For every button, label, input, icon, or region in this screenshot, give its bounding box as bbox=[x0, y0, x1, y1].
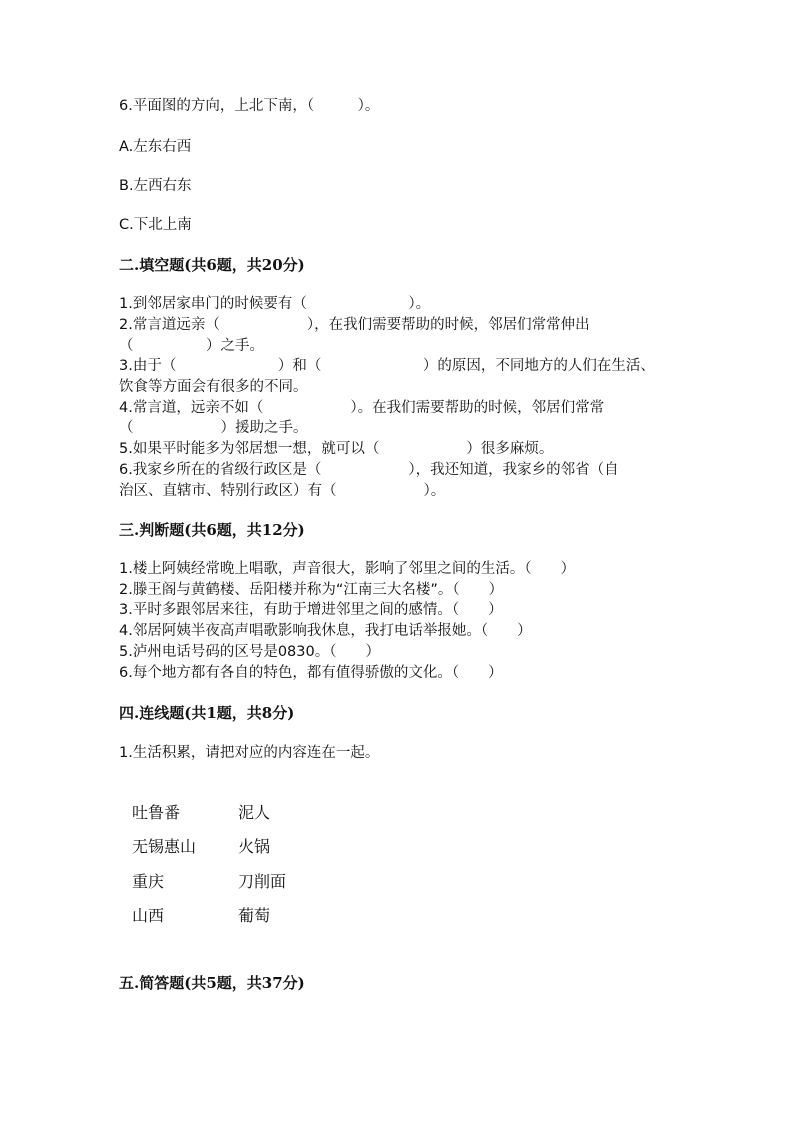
match-right-item: 葡萄 bbox=[238, 906, 271, 925]
match-right-item: 刀削面 bbox=[238, 872, 287, 891]
judge-line-4: 4.邻居阿姨半夜高声唱歌影响我休息，我打电话举报她。（ ） bbox=[119, 623, 532, 639]
match-left-item: 重庆 bbox=[132, 872, 165, 891]
section-2-heading: 二.填空题(共6题，共20分) bbox=[119, 256, 305, 274]
section-3-heading: 三.判断题(共6题，共12分) bbox=[119, 521, 305, 539]
fill-line-10: 治区、直辖市、特别行政区）有（ ）。 bbox=[119, 483, 446, 499]
match-right-item: 泥人 bbox=[238, 803, 271, 822]
fill-line-2: 2.常言道远亲（ ），在我们需要帮助的时候，邻居们常常伸出 bbox=[119, 317, 590, 333]
match-left-item: 山西 bbox=[132, 906, 165, 925]
question-6-option-a: A.左东右西 bbox=[119, 139, 192, 155]
fill-line-5: 饮食等方面会有很多的不同。 bbox=[119, 379, 308, 395]
fill-line-7: （ ）援助之手。 bbox=[119, 420, 308, 436]
fill-line-6: 4.常言道，远亲不如（ ）。在我们需要帮助的时候，邻居们常常 bbox=[119, 400, 605, 416]
judge-line-3: 3.平时多跟邻居来往，有助于增进邻里之间的感情。（ ） bbox=[119, 602, 503, 618]
fill-line-8: 5.如果平时能多为邻居想一想，就可以（ ）很多麻烦。 bbox=[119, 441, 554, 457]
section-4-heading: 四.连线题(共1题，共8分) bbox=[119, 704, 295, 722]
fill-line-9: 6.我家乡所在的省级行政区是（ ），我还知道，我家乡的邻省（自 bbox=[119, 462, 619, 478]
judge-line-6: 6.每个地方都有各自的特色，都有值得骄傲的文化。（ ） bbox=[119, 665, 503, 681]
fill-line-3: （ ）之手。 bbox=[119, 338, 264, 354]
judge-line-1: 1.楼上阿姨经常晚上唱歌，声音很大，影响了邻里之间的生活。（ ） bbox=[119, 561, 576, 577]
match-left-item: 吐鲁番 bbox=[132, 803, 181, 822]
match-right-item: 火锅 bbox=[238, 837, 271, 856]
judge-line-5: 5.泸州电话号码的区号是0830。（ ） bbox=[119, 644, 380, 660]
fill-line-1: 1.到邻居家串门的时候要有（ ）。 bbox=[119, 296, 431, 312]
question-6-option-c: C.下北上南 bbox=[119, 217, 192, 233]
question-6-option-b: B.左西右东 bbox=[119, 178, 192, 194]
judge-line-2: 2.滕王阁与黄鹤楼、岳阳楼并称为“江南三大名楼”。（ ） bbox=[119, 582, 504, 598]
section-5-heading: 五.简答题(共5题，共37分) bbox=[119, 974, 305, 992]
fill-line-4: 3.由于（ ）和（ ）的原因，不同地方的人们在生活、 bbox=[119, 358, 655, 374]
exam-page bbox=[119, 0, 679, 1123]
question-6-stem: 6.平面图的方向，上北下南，（ ）。 bbox=[119, 98, 380, 114]
match-left-item: 无锡惠山 bbox=[132, 837, 197, 856]
matching-question: 1.生活积累，请把对应的内容连在一起。 bbox=[119, 745, 380, 761]
